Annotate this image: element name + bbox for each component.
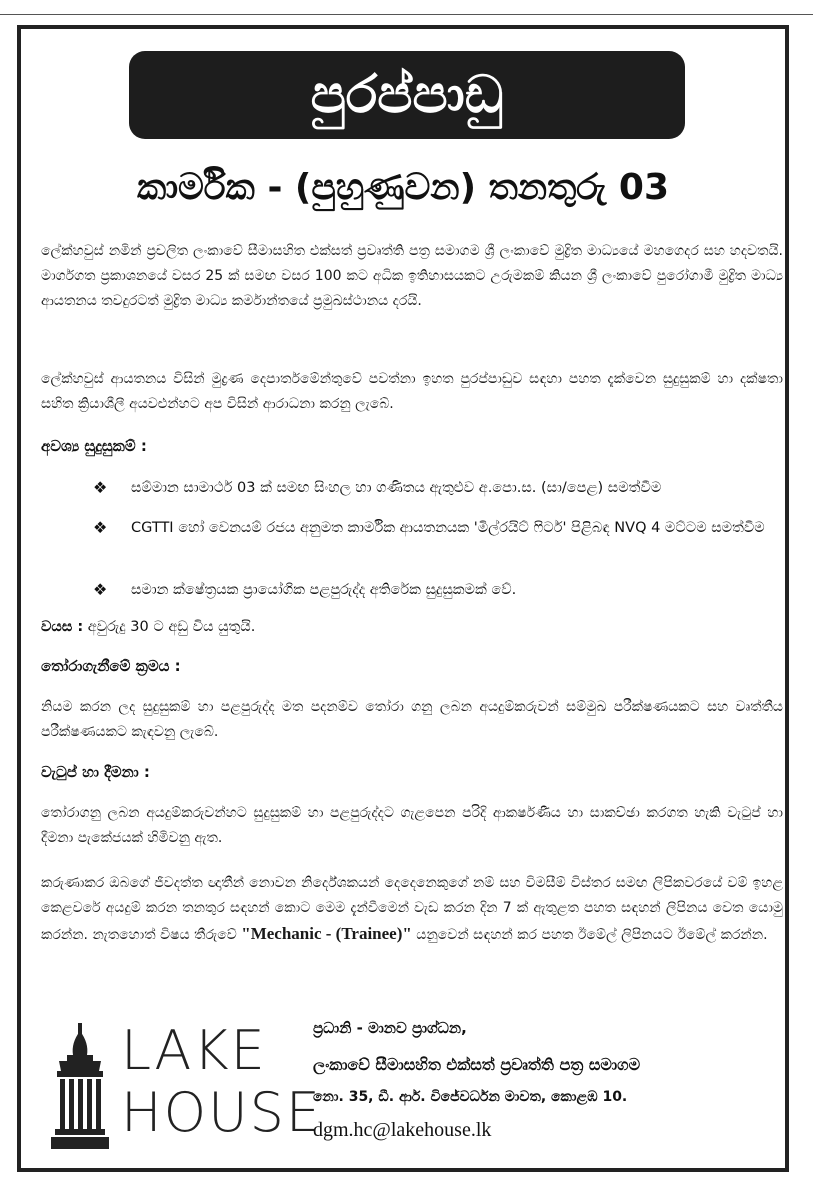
salary-heading: වැටුප් හා දීමනා : bbox=[41, 763, 150, 781]
top-rule bbox=[0, 14, 813, 15]
contact-address: නො. 35, ඩී. ආර්. විජේවර්ධන මාවත, කොළඹ 10. bbox=[313, 1089, 628, 1105]
lake-house-building-icon bbox=[49, 1021, 111, 1153]
requirement-text: CGTTI හෝ වෙනයම් රජය අනුමත කාර්මික ආයතනයක 'මිල්රයිට් ෆිටර්' පිළිබඳ NVQ 4 මට්ටම සමත්වීම bbox=[131, 520, 765, 536]
salary-text: තෝරාගනු ලබන අයදුම්කරුවන්හට සුදුසුකම් හා පළපුරුද්දට ගැළපෙන පරිදි ආකර්ෂණීය හා සාකච්ඡා කරගත හැකි වැටුප් හා දීමනා පැකේජයක් හිමිවනු ඇත. bbox=[41, 805, 783, 846]
selection-heading: තෝරාගැනීමේ ක්‍රමය : bbox=[41, 657, 181, 675]
contact-role: ප්‍රධානි - මානව ප්‍රාග්ධන, bbox=[313, 1019, 467, 1037]
job-title: කාර්මික - (පුහුණුවන) තනතුරු 03 bbox=[136, 167, 670, 208]
requirement-text: සමාන ක්ෂේත්‍රයක ප්‍රායෝගික පළපුරුද්ද අතිරේක සුදුසුකමක් වේ. bbox=[131, 582, 517, 598]
age-label: වයස : bbox=[41, 619, 84, 635]
vacancies-banner: පුරප්පාඩු bbox=[129, 51, 685, 139]
contact-email[interactable]: dgm.hc@lakehouse.lk bbox=[313, 1119, 492, 1141]
intro-paragraph-1: ලේක්හවුස් නමින් ප්‍රචලිත ලංකාවේ සීමාසහිත එක්සත් ප්‍රවෘත්ති පත්‍ර සමාගම ශ්‍රී ලංකාවේ මුද්‍රිත මාධ්‍යයේ මහගෙදර සහ හදවතයි. මාර්ගගත ප්‍රකාශනයේ වසර 25 ක් සමඟ වසර 100 කට අධික ඉතිහාසයකට උරුමකම් කියන ශ්‍රී ලංකාවේ පුරෝගාමී මුද්‍රිත මාධ්‍ය ආයතනය තවදුරටත් මුද්‍රිත මාධ්‍ය කර්මාන්තයේ ප්‍රමුඛස්ථානය දරයි. bbox=[41, 243, 783, 309]
application-text: කරුණාකර ඔබගේ ජීවදත්ත ඥාතීන් නොවන නිර්දේශකයන් දෙදෙනෙකුගේ නම් සහ විමසීම් විස්තර සමඟ ලිපිකවරයේ වම් ඉහළ කෙළවරේ අයදුම් කරන තනතුර සඳහන් කොට මෙම දැන්වීමෙන් වැඩ කරන දින 7 ක් ඇතුළත පහත සඳහන් ලිපිනය වෙත යොමු කරන්න. නැතහොත් විෂය තීරුවේ bbox=[41, 875, 783, 943]
intro-paragraph-2: ලේක්හවුස් ආයතනය විසින් මුද්‍රණ දෙපාර්තමේන්තුවේ පවත්නා ඉහත පුරප්පාඩුව සඳහා පහත දැක්වෙන සුදුසුකම් හා දක්ෂතා සහිත ක්‍රියාශීලී අයවළුන්හට අප විසින් ආරාධනා කරනු ලැබේ. bbox=[41, 371, 783, 412]
subject-mechanic-trainee: "Mechanic - (Trainee)" bbox=[241, 924, 412, 943]
logo-text-lake: LAKE bbox=[121, 1019, 267, 1082]
advertisement-frame bbox=[17, 25, 789, 1172]
diamond-bullet-icon: ❖ bbox=[93, 580, 108, 599]
requirement-text: සම්මාන සාමාර්ථ 03 ක් සමඟ සිංහල හා ගණිතය ඇතුළුව අ.පො.ස. (සා/පෙළ) සමත්වීම bbox=[131, 480, 662, 496]
application-instructions bbox=[41, 871, 783, 948]
contact-company: ලංකාවේ සීමාසහිත එක්සත් ප්‍රවෘත්ති පත්‍ර සමාගම bbox=[313, 1055, 641, 1074]
diamond-bullet-icon: ❖ bbox=[93, 478, 108, 497]
logo-text-house: HOUSE bbox=[121, 1081, 323, 1144]
diamond-bullet-icon: ❖ bbox=[93, 518, 108, 537]
age-text: අවුරුදු 30 ට අඩු විය යුතුයි. bbox=[87, 619, 256, 635]
selection-text: නියම කරන ලද සුදුසුකම් හා පළපුරුද්ද මත පදනම්ව තෝරා ගනු ලබන අයදුම්කරුවන් සම්මුඛ පරීක්ෂණයකට සහ වෘත්තීය පරීක්ෂණයකට කැඳවනු ලැබේ. bbox=[41, 699, 783, 740]
requirements-heading: අවශ්‍ය සුදුසුකම් : bbox=[41, 437, 147, 455]
age-requirement bbox=[41, 619, 255, 635]
application-tail: යනුවෙන් සඳහන් කර පහත ඊමේල් ලිපිනයට ඊමේල් කරන්න. bbox=[416, 927, 768, 943]
